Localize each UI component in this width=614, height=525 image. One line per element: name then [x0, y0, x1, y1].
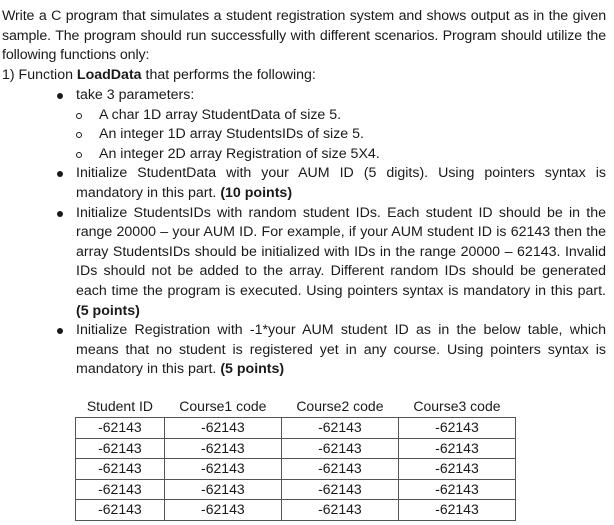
table-cell: -62143 [398, 500, 515, 521]
column-header: Student ID [86, 398, 153, 415]
list-item [0, 204, 606, 322]
sub-list-item [76, 125, 606, 145]
table-cell: -62143 [398, 479, 515, 500]
sub-list-item [76, 106, 606, 126]
function-name: LoadData [76, 67, 142, 83]
hollow-bullet-icon [76, 152, 82, 158]
table-header-row [76, 397, 516, 418]
table-cell: -62143 [76, 500, 165, 521]
table-cell: -62143 [164, 479, 281, 500]
column-header: Course1 code [179, 398, 267, 415]
parameters-list [76, 106, 606, 165]
registration-table [75, 397, 516, 521]
sub-item-text: An integer 2D array Registration of size 5X4. [99, 145, 380, 162]
sub-list-item [76, 145, 606, 165]
function-suffix: that performs the following: [141, 67, 316, 83]
bullet-dot-icon [57, 171, 63, 177]
bullet-text: Initialize StudentsIDs with random student IDs. Each student ID should be in the range 20000 – your AUM ID. For example, if your AUM student ID is 62143 then the array StudentsIDs should be initialized with IDs in the range 20000 – 62143. Invalid IDs should not be added to the array. Different random IDs should be generated each time the program is executed. Using pointers syntax is mandatory in this part. [76, 204, 606, 299]
table-cell: -62143 [281, 459, 398, 480]
table-cell: -62143 [281, 500, 398, 521]
function-prefix: 1) Function [2, 67, 77, 83]
table-row [76, 500, 516, 521]
sub-item-text: An integer 1D array StudentsIDs of size 5. [99, 126, 364, 143]
table-cell: -62143 [76, 479, 165, 500]
table-cell: -62143 [164, 500, 281, 521]
table-cell: -62143 [398, 438, 515, 459]
requirements-list [0, 86, 606, 380]
table-row [76, 438, 516, 459]
points-label: (5 points) [76, 302, 140, 319]
hollow-bullet-icon [76, 113, 82, 119]
table-cell: -62143 [164, 459, 281, 480]
list-item [0, 164, 606, 203]
table-cell: -62143 [76, 438, 165, 459]
table-cell: -62143 [398, 459, 515, 480]
table-row [76, 418, 516, 439]
list-item [0, 321, 606, 380]
table-cell: -62143 [164, 438, 281, 459]
table-row [76, 479, 516, 500]
sub-item-text: A char 1D array StudentData of size 5. [99, 106, 342, 123]
hollow-bullet-icon [76, 132, 82, 138]
bullet-text: take 3 parameters: [76, 87, 195, 103]
bullet-text: Initialize StudentData with your AUM ID (5 digits). Using pointers syntax is mandatory in this part. [76, 165, 606, 201]
table-cell: -62143 [76, 418, 165, 439]
table-cell: -62143 [281, 418, 398, 439]
table-cell: -62143 [398, 418, 515, 439]
table-row [76, 459, 516, 480]
points-label: (10 points) [220, 184, 293, 201]
bullet-text: Initialize Registration with -1*your AUM student ID as in the below table, which means that no student is registered yet in any course. Using pointers syntax is mandatory in this part. [76, 322, 606, 378]
list-item [0, 86, 606, 164]
points-label: (5 points) [220, 361, 285, 378]
bullet-dot-icon [57, 93, 63, 99]
bullet-dot-icon [57, 328, 63, 334]
column-header: Course3 code [413, 398, 501, 415]
table-cell: -62143 [164, 418, 281, 439]
intro-paragraph: Write a C program that simulates a student registration system and shows output as in the given sample. The program should run successfully with different scenarios. Program should utilize the following functions only: [2, 8, 606, 64]
function-heading [2, 66, 316, 86]
table-cell: -62143 [76, 459, 165, 480]
column-header: Course2 code [296, 398, 384, 415]
table-cell: -62143 [281, 479, 398, 500]
bullet-dot-icon [57, 211, 63, 217]
table-cell: -62143 [281, 438, 398, 459]
